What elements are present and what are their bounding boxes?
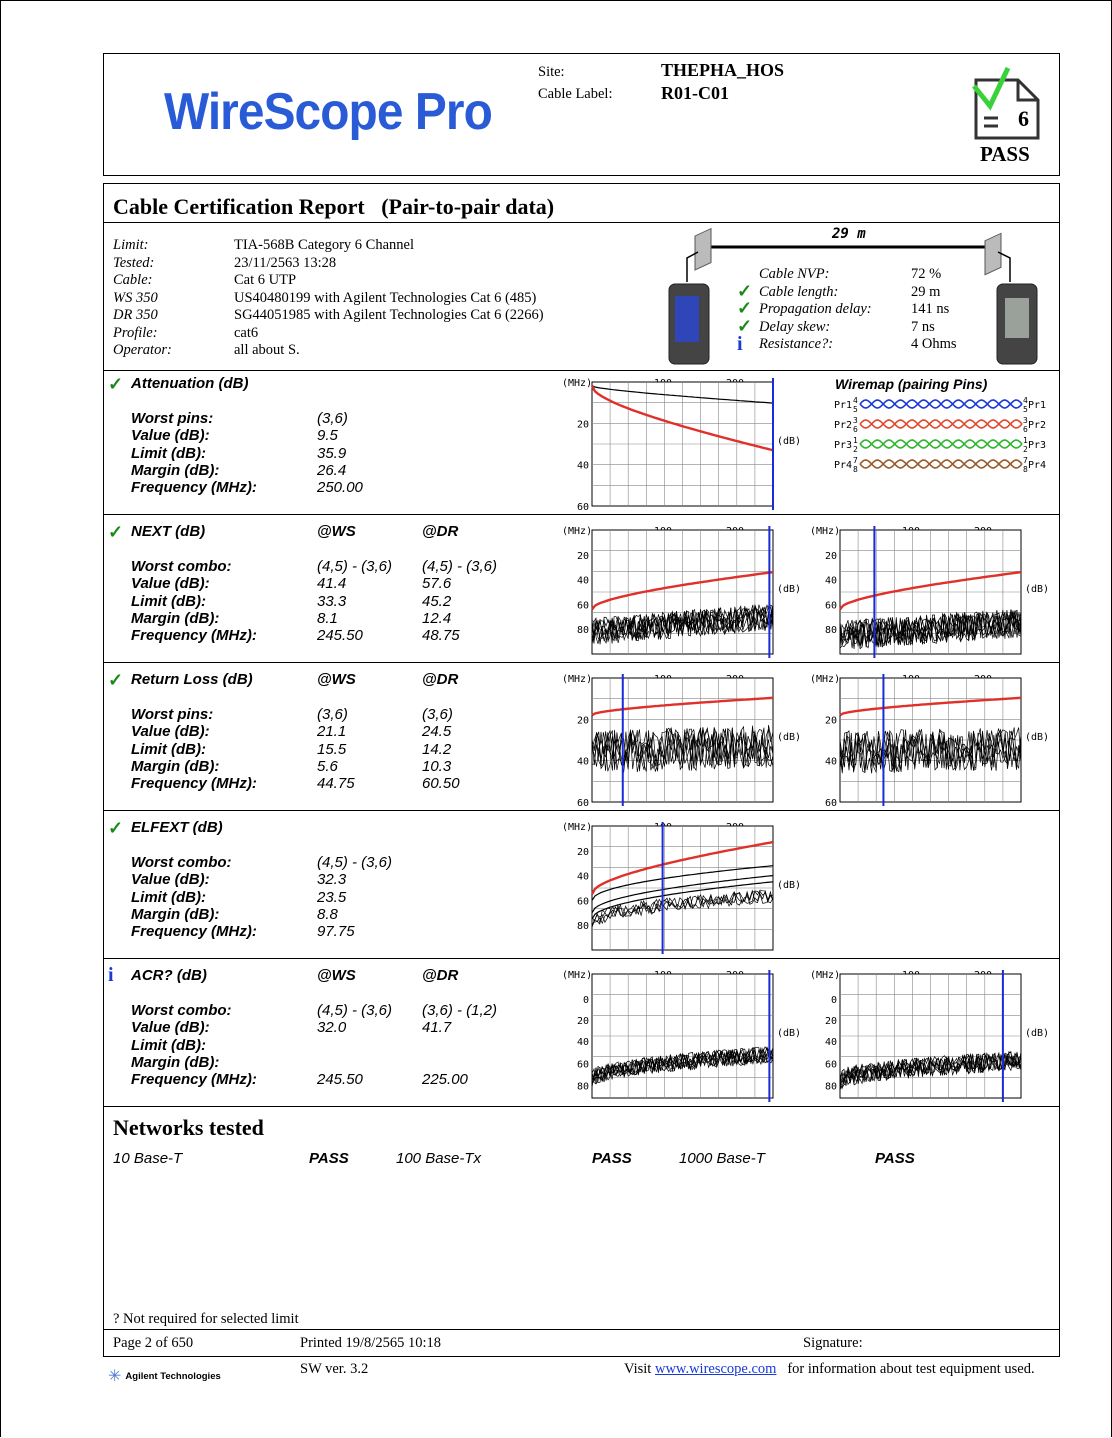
- pair-label-right: Pr3: [1028, 440, 1047, 451]
- next-dr-chart: [808, 522, 1058, 660]
- metric-label: Worst pins:: [131, 706, 214, 723]
- field-value: TIA-568B Category 6 Channel: [234, 237, 415, 253]
- metric-dr-value: 48.75: [422, 627, 460, 645]
- axis-unit-mhz: (MHz): [562, 378, 593, 389]
- y-tick-label: 60: [576, 896, 589, 908]
- metric-ws-value: 33.3: [317, 592, 347, 610]
- metric-dr-value: 14.2: [422, 740, 452, 758]
- y-tick-label: 60: [824, 1059, 837, 1071]
- stat-value: 4 Ohms: [911, 336, 957, 352]
- site-value: THEPHA_HOS: [661, 60, 785, 80]
- field-label: Tested:: [113, 254, 155, 271]
- metric-label: Value (dB):: [131, 575, 210, 593]
- metric-ws-value: 15.5: [317, 740, 347, 758]
- pin-bot-left: 5: [853, 405, 858, 414]
- metric-ws-value: (4,5) - (3,6): [317, 1002, 393, 1019]
- field-value: cat6: [234, 324, 259, 341]
- axis-unit-mhz: (MHz): [810, 970, 841, 981]
- check-icon: ✓: [108, 522, 124, 542]
- pair-label-right: Pr4: [1028, 460, 1047, 471]
- divider: [103, 1106, 1060, 1107]
- axis-unit-db: (dB): [1025, 732, 1050, 743]
- column-dr: @DR: [422, 967, 459, 984]
- y-tick-label: 0: [582, 994, 589, 1006]
- agilent-logo: [108, 1366, 221, 1386]
- y-tick-label: 40: [576, 460, 589, 472]
- cable-diagram: [665, 224, 1060, 370]
- return-loss-dr-chart: [808, 670, 1058, 808]
- page-number: Page 2 of 650: [113, 1335, 194, 1351]
- metric-dr-value: 60.50: [422, 775, 460, 793]
- axis-unit-db: (dB): [777, 1028, 802, 1039]
- section-title: NEXT (dB): [131, 523, 206, 540]
- return-loss-ws-chart: [560, 670, 810, 808]
- axis-unit-db: (dB): [1025, 1028, 1050, 1039]
- metric-label: Frequency (MHz):: [131, 923, 257, 941]
- y-tick-label: 60: [576, 502, 589, 512]
- wire-strand: [860, 460, 1022, 468]
- section-title: ACR? (dB): [131, 967, 207, 984]
- metric-label: Frequency (MHz):: [131, 479, 257, 497]
- metric-ws-value: 8.8: [317, 905, 338, 923]
- agilent-name: Agilent Technologies: [125, 1371, 221, 1382]
- stat-label: Cable length:: [759, 283, 839, 300]
- metric-label: Limit (dB):: [131, 888, 206, 906]
- y-tick-label: 80: [824, 1081, 837, 1093]
- network-result: PASS: [592, 1150, 632, 1167]
- check-icon: ✓: [108, 374, 124, 394]
- divider: [103, 662, 1060, 663]
- network-name: 100 Base-Tx: [396, 1150, 482, 1167]
- metric-ws-value: 21.1: [317, 723, 347, 741]
- pair-label-left: Pr3: [834, 440, 853, 451]
- stat-label: Delay skew:: [759, 318, 831, 335]
- network-result: PASS: [875, 1150, 915, 1167]
- report-title: [113, 194, 554, 220]
- axis-unit-mhz: (MHz): [810, 674, 841, 685]
- metric-ws-value: 23.5: [317, 888, 347, 906]
- pair-label-left: Pr4: [834, 460, 853, 471]
- pin-bot-right: 5: [1023, 405, 1028, 414]
- metric-ws-value: 26.4: [317, 461, 347, 479]
- axis-unit-db: (dB): [777, 880, 802, 891]
- y-tick-label: 80: [824, 625, 837, 637]
- badge-status: PASS: [980, 142, 1030, 166]
- metric-dr-value: 12.4: [422, 609, 452, 627]
- axis-unit-mhz: (MHz): [562, 526, 593, 537]
- acr-ws-chart: [560, 966, 810, 1104]
- axis-unit-db: (dB): [777, 436, 802, 447]
- y-tick-label: 20: [576, 550, 589, 562]
- metric-label: Worst combo:: [131, 1002, 232, 1019]
- pin-top-right: 1: [1023, 436, 1028, 445]
- pin-top-right: 4: [1023, 396, 1028, 405]
- axis-unit-mhz: (MHz): [562, 970, 593, 981]
- field-label: Limit:: [113, 237, 149, 253]
- metric-dr-value: 57.6: [422, 575, 452, 593]
- signature-label: Signature:: [803, 1335, 863, 1351]
- metric-ws-value: 8.1: [317, 609, 338, 627]
- metric-ws-value: 32.3: [317, 871, 347, 889]
- y-tick-label: 20: [824, 550, 837, 562]
- badge-number: 6: [1018, 106, 1029, 131]
- acr-dr-chart: [808, 966, 1058, 1104]
- pin-bot-left: 8: [853, 465, 858, 474]
- attenuation-chart: [560, 374, 810, 512]
- sw-version: SW ver. 3.2: [300, 1361, 369, 1377]
- pin-top-right: 3: [1023, 416, 1028, 425]
- metric-ws-value: (3,6): [317, 706, 348, 723]
- metric-dr-value: (3,6) - (1,2): [422, 1002, 498, 1019]
- section-title: Attenuation (dB): [131, 375, 249, 392]
- stat-value: 72 %: [911, 266, 942, 282]
- metric-dr-value: (4,5) - (3,6): [422, 558, 498, 575]
- divider: [103, 1329, 1060, 1330]
- column-dr: @DR: [422, 671, 459, 688]
- metric-ws-value: 44.75: [317, 775, 355, 793]
- check-icon: ✓: [737, 298, 753, 318]
- metric-label: Worst combo:: [131, 558, 232, 575]
- metric-dr-value: 24.5: [422, 723, 452, 741]
- visit-text: Visit: [624, 1361, 652, 1377]
- metric-label: Frequency (MHz):: [131, 627, 257, 645]
- metric-label: Worst combo:: [131, 854, 232, 871]
- metric-label: Margin (dB):: [131, 905, 220, 923]
- footnote: ? Not required for selected limit: [113, 1311, 299, 1327]
- metric-label: Frequency (MHz):: [131, 775, 257, 793]
- stat-value: 7 ns: [911, 318, 935, 335]
- section-title: Return Loss (dB): [131, 671, 253, 688]
- y-tick-label: 60: [824, 600, 837, 612]
- metric-label: Limit (dB):: [131, 1036, 206, 1054]
- y-tick-label: 60: [576, 1059, 589, 1071]
- axis-unit-db: (dB): [777, 732, 802, 743]
- cable-label-label: Cable Label:: [538, 86, 613, 102]
- y-tick-label: 40: [576, 1036, 589, 1048]
- info-text: for information about test equipment used.: [787, 1361, 1035, 1377]
- metric-ws-value: (4,5) - (3,6): [317, 854, 393, 871]
- metric-dr-value: 45.2: [422, 592, 452, 610]
- pin-top-left: 4: [853, 396, 858, 405]
- column-ws: @WS: [317, 967, 356, 984]
- axis-unit-mhz: (MHz): [810, 526, 841, 537]
- y-tick-label: 40: [576, 575, 589, 587]
- check-icon: ✓: [108, 818, 124, 838]
- metric-ws-value: 9.5: [317, 427, 338, 445]
- pin-top-left: 7: [853, 456, 858, 465]
- axis-unit-db: (dB): [777, 584, 802, 595]
- metric-label: Value (dB):: [131, 1019, 210, 1037]
- pin-bot-left: 6: [853, 425, 858, 434]
- section-title: ELFEXT (dB): [131, 819, 223, 836]
- divider: [103, 810, 1060, 811]
- column-dr: @DR: [422, 523, 459, 540]
- metric-label: Margin (dB):: [131, 609, 220, 627]
- pin-bot-right: 6: [1023, 425, 1028, 434]
- pair-label-left: Pr2: [834, 420, 853, 431]
- networks-title: Networks tested: [113, 1115, 264, 1140]
- metric-label: Margin (dB):: [131, 1053, 220, 1071]
- wiremap-title: Wiremap (pairing Pins): [835, 376, 988, 392]
- metric-ws-value: 35.9: [317, 444, 347, 462]
- stat-value: 141 ns: [911, 301, 950, 317]
- metric-ws-value: (3,6): [317, 410, 348, 427]
- pin-bot-right: 8: [1023, 465, 1028, 474]
- metric-ws-value: 250.00: [317, 479, 363, 497]
- info-icon: i: [737, 333, 743, 355]
- pin-top-left: 1: [853, 436, 858, 445]
- metric-ws-value: 97.75: [317, 923, 355, 941]
- wire-strand: [860, 400, 1022, 408]
- y-tick-label: 20: [576, 846, 589, 858]
- wire-strand: [860, 420, 1022, 428]
- y-tick-label: 60: [576, 600, 589, 612]
- check-icon: ✓: [737, 315, 753, 336]
- printed-date: Printed 19/8/2565 10:18: [300, 1335, 441, 1351]
- y-tick-label: 80: [576, 1081, 589, 1093]
- field-label: Profile:: [113, 324, 158, 341]
- field-label: Cable:: [113, 272, 153, 288]
- axis-unit-mhz: (MHz): [562, 822, 593, 833]
- axis-unit-db: (dB): [1025, 584, 1050, 595]
- y-tick-label: 20: [824, 1015, 837, 1027]
- metric-label: Margin (dB):: [131, 461, 220, 479]
- divider: [103, 222, 1060, 223]
- metric-label: Value (dB):: [131, 723, 210, 741]
- metric-label: Margin (dB):: [131, 757, 220, 775]
- cable-length-label: 29 m: [832, 226, 866, 242]
- metric-dr-value: 41.7: [422, 1019, 452, 1037]
- y-tick-label: 40: [824, 1036, 837, 1048]
- column-ws: @WS: [317, 523, 356, 540]
- pass-badge-icon: [968, 66, 1048, 146]
- pair-label-right: Pr1: [1028, 400, 1047, 411]
- field-value: all about S.: [234, 342, 300, 358]
- next-ws-chart: [560, 522, 810, 660]
- check-icon: ✓: [108, 670, 124, 690]
- field-label: DR 350: [113, 307, 158, 323]
- report-subtitle: (Pair-to-pair data): [381, 194, 555, 219]
- y-tick-label: 80: [576, 921, 589, 933]
- y-tick-label: 40: [576, 871, 589, 883]
- metric-label: Worst pins:: [131, 410, 214, 427]
- footer-visit: [624, 1361, 1035, 1378]
- metric-ws-value: (4,5) - (3,6): [317, 558, 393, 575]
- pin-bot-right: 2: [1023, 445, 1028, 454]
- metric-dr-value: 225.00: [422, 1071, 468, 1089]
- metric-ws-value: 245.50: [317, 627, 363, 645]
- y-tick-label: 80: [576, 625, 589, 637]
- metric-ws-value: 245.50: [317, 1071, 363, 1089]
- networks-list: [113, 1150, 1053, 1170]
- metric-dr-value: 10.3: [422, 757, 452, 775]
- y-tick-label: 40: [824, 575, 837, 587]
- metric-dr-value: (3,6): [422, 706, 453, 723]
- metric-label: Value (dB):: [131, 427, 210, 445]
- pair-label-left: Pr1: [834, 400, 853, 411]
- metric-label: Limit (dB):: [131, 592, 206, 610]
- metric-label: Frequency (MHz):: [131, 1071, 257, 1089]
- y-tick-label: 20: [824, 715, 837, 727]
- y-tick-label: 20: [576, 715, 589, 727]
- stat-label: Resistance?:: [759, 336, 834, 352]
- metric-ws-value: 5.6: [317, 757, 338, 775]
- network-name: 10 Base-T: [113, 1150, 183, 1167]
- field-label: Operator:: [113, 342, 172, 358]
- metric-ws-value: 32.0: [317, 1019, 347, 1037]
- y-tick-label: 60: [576, 798, 589, 808]
- cable-label-value: R01-C01: [661, 83, 729, 103]
- wiremap-diagram: [830, 374, 1055, 484]
- metric-ws-value: 41.4: [317, 575, 347, 593]
- metric-label: Value (dB):: [131, 871, 210, 889]
- site-label: Site:: [538, 64, 565, 80]
- info-icon: i: [108, 964, 114, 986]
- wire-strand: [860, 440, 1022, 448]
- wirescope-logo: WireScope Pro: [164, 83, 492, 141]
- field-value: SG44051985 with Agilent Technologies Cat 6 (2266): [234, 307, 544, 323]
- header-box: [103, 53, 1060, 176]
- report-title-text: Cable Certification Report: [113, 194, 365, 219]
- field-value: Cat 6 UTP: [234, 272, 297, 288]
- pin-top-right: 7: [1023, 456, 1028, 465]
- field-label: WS 350: [113, 289, 158, 306]
- axis-unit-mhz: (MHz): [562, 674, 593, 685]
- y-tick-label: 20: [576, 1015, 589, 1027]
- pair-label-right: Pr2: [1028, 420, 1047, 431]
- stat-value: 29 m: [911, 283, 941, 300]
- stat-label: Propagation delay:: [759, 301, 872, 317]
- pin-top-left: 3: [853, 416, 858, 425]
- metric-label: Limit (dB):: [131, 444, 206, 462]
- field-value: US40480199 with Agilent Technologies Cat 6 (485): [234, 289, 537, 306]
- metric-label: Limit (dB):: [131, 740, 206, 758]
- divider: [103, 514, 1060, 515]
- divider: [103, 958, 1060, 959]
- check-icon: ✓: [737, 280, 753, 301]
- wirescope-link[interactable]: www.wirescope.com: [654, 1361, 777, 1377]
- field-value: 23/11/2563 13:28: [234, 254, 337, 271]
- y-tick-label: 0: [830, 994, 837, 1006]
- divider: [103, 370, 1060, 371]
- elfext-chart: [560, 818, 810, 956]
- agilent-spark-icon: ✳: [108, 1368, 122, 1385]
- column-ws: @WS: [317, 671, 356, 688]
- pin-bot-left: 2: [853, 445, 858, 454]
- y-tick-label: 60: [824, 798, 837, 808]
- network-result: PASS: [309, 1150, 349, 1167]
- y-tick-label: 40: [576, 756, 589, 768]
- y-tick-label: 40: [824, 756, 837, 768]
- network-name: 1000 Base-T: [679, 1150, 765, 1167]
- y-tick-label: 20: [576, 419, 589, 431]
- stat-label: Cable NVP:: [759, 266, 830, 282]
